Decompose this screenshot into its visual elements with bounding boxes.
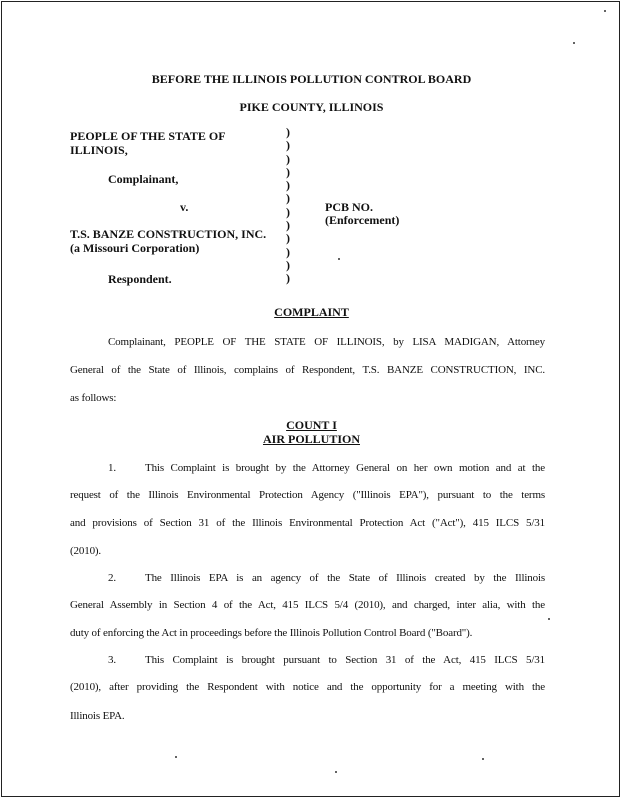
paragraph-1-line-4: (2010). (70, 545, 102, 557)
county-heading: PIKE COUNTY, ILLINOIS (239, 100, 384, 114)
complainant-name-line1: PEOPLE OF THE STATE OF (70, 129, 226, 143)
scan-speck (604, 10, 606, 12)
paragraph-3-line-3: Illinois EPA. (70, 710, 125, 722)
caption-paren: ) (286, 231, 290, 246)
caption-paren: ) (286, 244, 290, 259)
caption-paren: ) (286, 191, 290, 206)
caption-paren: ) (286, 151, 290, 166)
scan-speck (175, 756, 177, 758)
complainant-role: Complainant, (108, 172, 179, 186)
paragraph-1-line-3: and provisions of Section 31 of the Illinois Environmental Protection Act ("Act"), 415 ILCS 5/31 (70, 517, 545, 529)
board-heading: BEFORE THE ILLINOIS POLLUTION CONTROL BOARD (151, 72, 472, 86)
caption-paren: ) (286, 178, 290, 193)
caption-paren: ) (286, 138, 290, 153)
caption-paren: ) (286, 218, 290, 233)
respondent-corporation: (a Missouri Corporation) (70, 241, 200, 255)
pcb-number: PCB NO. (325, 200, 373, 214)
paragraph-2-line-3: duty of enforcing the Act in proceedings before the Illinois Pollution Control Board ("Board"). (70, 627, 473, 639)
scan-speck (338, 258, 340, 260)
versus: v. (180, 200, 189, 214)
scan-speck (482, 758, 484, 760)
paragraph-3-line-1: This Complaint is brought pursuant to Section 31 of the Act, 415 ILCS 5/31 (145, 654, 545, 666)
paragraph-number: 1. (108, 462, 116, 474)
paragraph-1-line-2: request of the Illinois Environmental Protection Agency ("Illinois EPA"), pursuant to the terms (70, 489, 545, 501)
caption-paren: ) (286, 125, 290, 139)
intro-line-1: Complainant, PEOPLE OF THE STATE OF ILLINOIS, by LISA MADIGAN, Attorney (108, 336, 545, 348)
paragraph-3-line-2: (2010), after providing the Respondent with notice and the opportunity for a meeting with the (70, 681, 545, 693)
caption-paren: ) (286, 271, 290, 286)
intro-line-3: as follows: (70, 392, 117, 404)
respondent-role: Respondent. (108, 272, 172, 286)
count-heading: AIR POLLUTION (262, 432, 360, 446)
caption-paren: ) (286, 204, 290, 219)
scan-speck (573, 42, 575, 44)
count-number: COUNT I (286, 418, 337, 432)
caption-paren: ) (286, 257, 290, 272)
caption-paren: ) (286, 164, 290, 179)
caption-paren-column (286, 126, 294, 286)
scan-speck (335, 771, 337, 773)
paragraph-2-line-1: The Illinois EPA is an agency of the State of Illinois created by the Illinois (145, 572, 545, 584)
complainant-name-line2: ILLINOIS, (70, 143, 128, 157)
enforcement-label: (Enforcement) (325, 213, 400, 227)
scan-speck (548, 618, 550, 620)
paragraph-number: 2. (108, 572, 116, 584)
complaint-title: COMPLAINT (274, 305, 349, 319)
respondent-name: T.S. BANZE CONSTRUCTION, INC. (70, 227, 267, 241)
paragraph-1-line-1: This Complaint is brought by the Attorney General on her own motion and at the (145, 462, 545, 474)
intro-line-2: General of the State of Illinois, complains of Respondent, T.S. BANZE CONSTRUCTION, INC. (70, 364, 545, 376)
paragraph-number: 3. (108, 654, 116, 666)
paragraph-2-line-2: General Assembly in Section 4 of the Act, 415 ILCS 5/4 (2010), and charged, inter alia, with the (70, 599, 545, 611)
